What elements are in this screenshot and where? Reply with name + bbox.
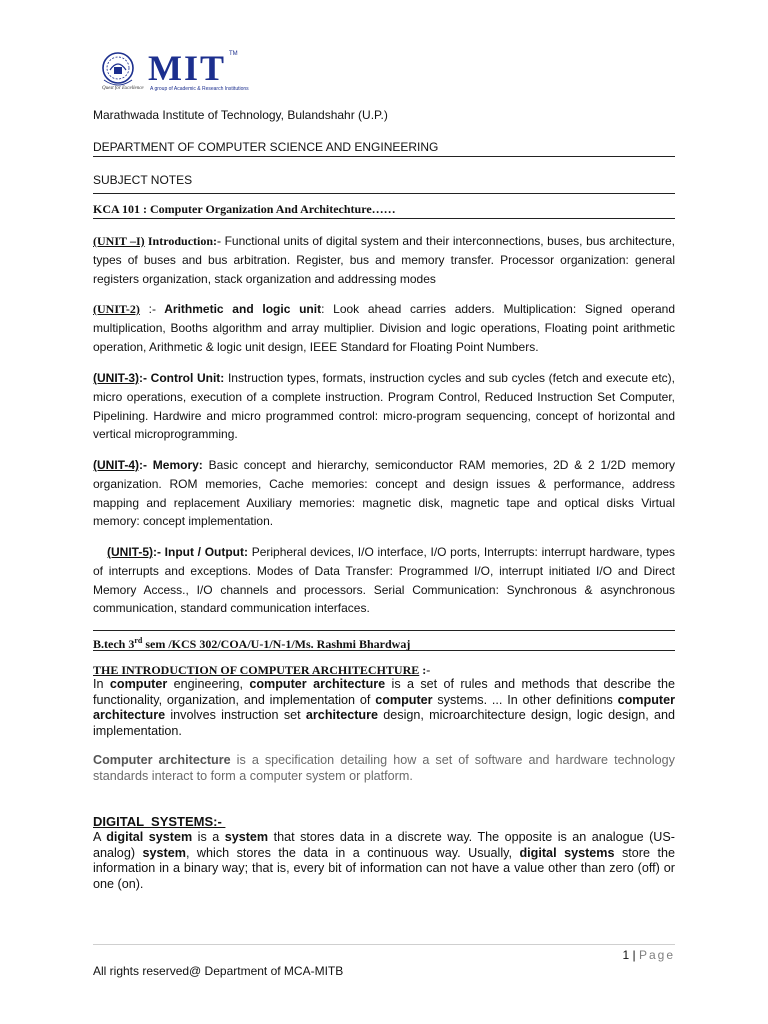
document-page: [93, 0, 675, 1024]
unit-separator: :-: [153, 545, 161, 559]
unit-label: (UNIT-3): [93, 371, 139, 385]
page-label: Page: [638, 948, 675, 962]
divider: [93, 193, 675, 194]
footer-rights: All rights reserved@ Department of MCA-MITB: [93, 964, 344, 978]
divider: [93, 218, 675, 219]
unit-4-paragraph: [93, 456, 675, 531]
unit-label: (UNIT-5): [107, 545, 153, 559]
unit-topic: Control Unit:: [147, 371, 225, 385]
unit-separator: :-: [139, 458, 147, 472]
logo-trademark: TM: [229, 51, 238, 57]
institute-seal-icon: [96, 50, 140, 90]
intro-paragraph-2: Computer architecture is a specification detailing how a set of software and hardware technology standards interact to form a computer system or platform.: [93, 753, 675, 783]
page-number: 1: [622, 948, 630, 962]
unit-label: (UNIT-2): [93, 302, 140, 316]
unit-separator: :-: [139, 371, 147, 385]
page-indicator: 1 | Page: [622, 948, 675, 962]
unit-2-paragraph: [93, 300, 675, 356]
course-title: KCA 101 : Computer Organization And Architechture……: [93, 202, 396, 216]
unit-body: : Look ahead carries adders. Multiplication: Signed operand multiplication, Booths algorithm and array multiplier. Division and logic operations, Floating point arithmetic operation, Arithmetic & logic unit design, IEEE Standard for Floating Point Numbers.: [93, 302, 676, 354]
unit-topic: Input / Output:: [161, 545, 249, 559]
unit-1-paragraph: [93, 232, 675, 288]
unit-body: Basic concept and hierarchy, semiconductor RAM memories, 2D & 2 1/2D memory organization. ROM memories, Cache memories: concept and design issues & performance, address mapping and replacement Auxiliary memories: magnetic disk, magnetic tape and optical disks Virtual memory: concept implementation.: [93, 458, 675, 529]
unit-5-paragraph: [93, 543, 675, 618]
notes-label: SUBJECT NOTES: [93, 173, 193, 187]
unit-label: (UNIT-4): [93, 458, 139, 472]
divider: [93, 630, 675, 631]
mit-logo: [96, 48, 249, 92]
intro-paragraph-1: In computer engineering, computer architecture is a set of rules and methods that describe the functionality, organization, and implementation of computer systems. ... In other definitions computer architecture involves instruction set architecture design, microarchitecture design, logic design, and implementation.: [93, 677, 675, 738]
divider: [93, 650, 675, 651]
digital-systems-heading: DIGITAL SYSTEMS:-: [93, 814, 226, 829]
logo-tagline: A group of Academic & Research Institutions: [150, 86, 249, 92]
divider: [93, 156, 675, 157]
logo-wordmark: MIT: [148, 48, 226, 88]
footer-divider: [93, 944, 675, 945]
institute-name: Marathwada Institute of Technology, Bulandshahr (U.P.): [93, 108, 388, 122]
unit-label: (UNIT –I): [93, 234, 145, 248]
intro-heading: THE INTRODUCTION OF COMPUTER ARCHITECHTURE :-: [93, 663, 431, 677]
unit-topic: Memory:: [147, 458, 203, 472]
unit-body: Functional units of digital system and their interconnections, buses, bus architecture, types of buses and bus arbitration. Register, bus and memory transfer. Processor organization: general registers organization, stack organization and addressing modes: [93, 234, 675, 286]
unit-body: Peripheral devices, I/O interface, I/O ports, Interrupts: interrupt hardware, types of interrupts and exceptions. Modes of Data Transfer: Programmed I/O, interrupt initiated I/O and Direct Memory Access., I/O channels and processors. Serial Communication: Synchronous & asynchronous communication, standard communication interfaces.: [93, 545, 675, 616]
unit-body: Instruction types, formats, instruction cycles and sub cycles (fetch and execute etc), micro operations, execution of a complete instruction. Program Control, Reduced Instruction Set Computer, Pipelining. Hardwire and micro programmed control: micro-program sequencing, concept of horizontal and vertical microprogramming.: [93, 371, 675, 442]
department-name: DEPARTMENT OF COMPUTER SCIENCE AND ENGINEERING: [93, 140, 439, 154]
digital-systems-paragraph: A digital system is a system that stores data in a discrete way. The opposite is an analogue (US- analog) system, which stores the data in a continuous way. Usually, digital systems store the information in a binary way; that is, every bit of information can not have a value other than zero (off) or one (on).: [93, 830, 675, 891]
semester-line: B.tech 3rd sem /KCS 302/COA/U-1/N-1/Ms. Rashmi Bhardwaj: [93, 636, 411, 651]
unit-separator: :-: [139, 302, 156, 316]
logo-motto: Quest for Excellence: [102, 86, 144, 91]
unit-topic: Arithmetic and logic unit: [155, 302, 322, 316]
unit-3-paragraph: [93, 369, 675, 444]
unit-heading: Introduction:-: [144, 234, 222, 248]
